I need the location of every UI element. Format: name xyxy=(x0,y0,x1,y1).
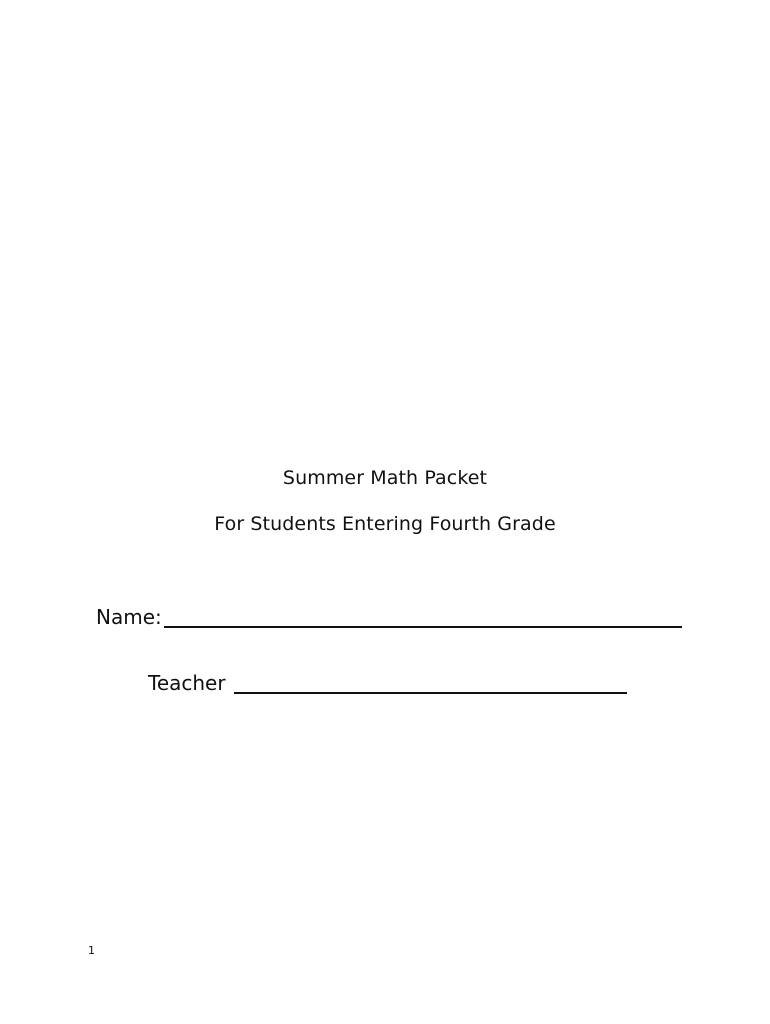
page-number: 1 xyxy=(88,944,95,957)
packet-title: Summer Math Packet xyxy=(282,467,488,489)
teacher-field-row xyxy=(148,670,627,696)
packet-subtitle: For Students Entering Fourth Grade xyxy=(214,513,556,535)
name-field-row xyxy=(96,604,682,630)
name-label: Name: xyxy=(96,605,162,629)
name-blank-line[interactable] xyxy=(164,608,682,628)
teacher-blank-line[interactable] xyxy=(234,674,627,694)
teacher-label: Teacher xyxy=(148,671,226,695)
